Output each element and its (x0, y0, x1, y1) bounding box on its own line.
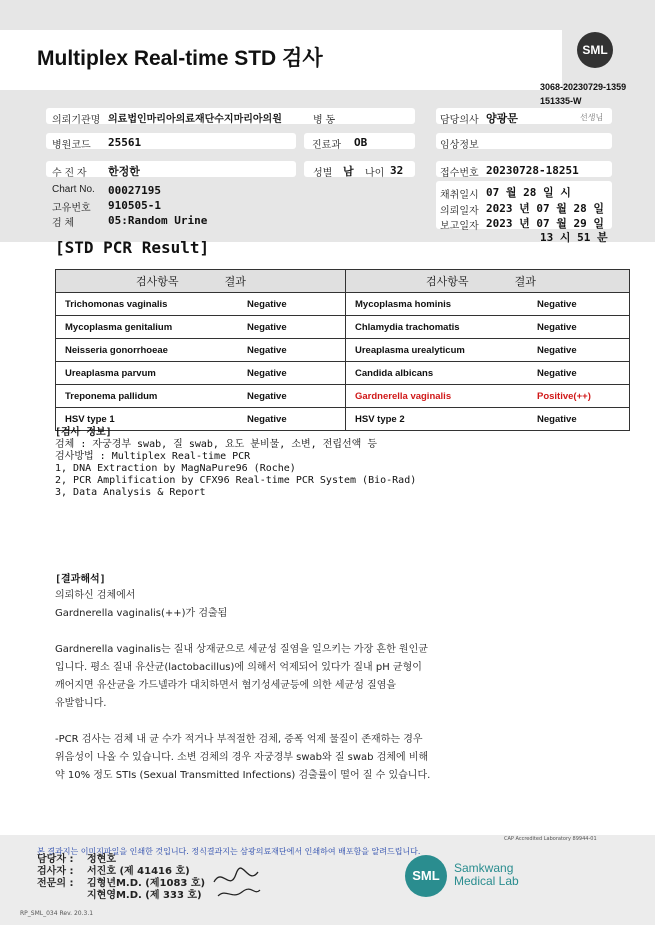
collect-label: 채취일시 (440, 190, 479, 201)
accreditation-text: CAP Accredited Laboratory 89944-01 (504, 836, 597, 842)
table-row (56, 362, 630, 385)
dept-label: 진료과 (312, 140, 341, 151)
test-item: Chlamydia trachomatis (346, 316, 537, 339)
request-value: 2023 년 07 월 28 일 (486, 202, 604, 215)
sex-label: 성별 (313, 168, 333, 179)
test-item: Mycoplasma hominis (346, 293, 537, 316)
specimen-label: 검 체 (52, 218, 75, 229)
col-item-right: 검사항목 (426, 276, 469, 288)
interpretation-line: -PCR 검사는 검체 내 균 수가 적거나 부적절한 검체, 증폭 억제 물질이 존재하는 경우 (55, 734, 423, 745)
lab-name (454, 862, 519, 888)
test-result: Negative (536, 362, 630, 385)
test-result: Negative (246, 339, 346, 362)
interpretation-body (55, 587, 615, 785)
id-value: 910505-1 (108, 199, 161, 212)
table-row (56, 339, 630, 362)
clinical-label: 임상정보 (440, 140, 479, 151)
interpretation-line: 유발합니다. (55, 698, 107, 709)
doctor-suffix: 선생님 (580, 113, 604, 122)
interpretation-line: 약 10% 정도 STIs (Sexual Transmitted Infections) 검출률이 떨어 질 수 있습니다. (55, 770, 431, 781)
age-value: 32 (390, 164, 404, 177)
interpretation-line: 위음성이 나올 수 있습니다. 소변 검체의 경우 자궁경부 swab와 질 swab 검체에 비해 (55, 752, 429, 763)
report-title: Multiplex Real-time STD 검사 (37, 47, 323, 70)
test-item: Neisseria gonorrhoeae (56, 339, 247, 362)
interpretation-heading: [결과해석] (55, 574, 106, 585)
report-time: 13 시 51 분 (540, 231, 608, 244)
receipt-value: 20230728-18251 (486, 164, 579, 177)
staff-signatures (37, 854, 205, 902)
hospital-code-value: 25561 (108, 136, 142, 149)
test-result: Negative (536, 339, 630, 362)
staff-row: 지현영M.D. (제 333 호) (87, 890, 202, 901)
test-info-heading: [검사 정보] (55, 427, 112, 438)
request-label: 의뢰일자 (440, 206, 479, 217)
staff-row: 검사자 : 서진호 (제 41416 호) (37, 866, 190, 877)
form-code: RP_SML_034 Rev. 20.3.1 (20, 910, 94, 917)
sample-number: 3068-20230729-1359 (540, 82, 627, 92)
ward-label: 병 동 (313, 115, 336, 126)
test-result: Negative (246, 362, 346, 385)
interpretation-line: 입니다. 평소 질내 유산균(lactobacillus)에 의해서 억제되어 있다가 질내 pH 균형이 (55, 662, 422, 673)
test-info-line: 검체 : 자궁경부 swab, 질 swab, 요도 분비물, 소변, 전립선액 등 (55, 439, 378, 450)
report-value: 2023 년 07 월 29 일 (486, 217, 604, 230)
test-result: Negative (536, 316, 630, 339)
test-item-positive: Gardnerella vaginalis (346, 385, 537, 408)
table-row (56, 293, 630, 316)
id-label: 고유번호 (52, 203, 91, 214)
doctor-value: 양광문 (486, 112, 518, 125)
institution-label: 의뢰기관명 (52, 115, 101, 126)
test-info-line: 3, Data Analysis & Report (55, 487, 206, 498)
lab-name-line: Medical Lab (454, 874, 519, 888)
test-item: Candida albicans (346, 362, 537, 385)
collect-value: 07 월 28 일 시 (486, 186, 571, 199)
lab-logo: SML (405, 855, 447, 897)
result-section-title: [STD PCR Result] (55, 238, 210, 257)
col-result-right: 결과 (514, 276, 536, 288)
staff-row: 담당자 : 정현호 (37, 854, 116, 865)
test-result: Negative (536, 408, 630, 431)
header-right (346, 270, 630, 293)
lab-name-line: Samkwang (454, 861, 514, 875)
test-item: Mycoplasma genitalium (56, 316, 247, 339)
patient-label: 수 진 자 (52, 168, 87, 179)
table-row (56, 385, 630, 408)
test-result-positive: Positive(++) (536, 385, 630, 408)
dept-value: OB (354, 136, 368, 149)
test-item: HSV type 1 (56, 408, 247, 431)
sex-value: 남 (343, 165, 354, 178)
test-result: Negative (246, 293, 346, 316)
test-item: HSV type 2 (346, 408, 537, 431)
receipt-label: 접수번호 (440, 168, 479, 179)
sample-number-2: 151335-W (540, 96, 582, 106)
interpretation-line: 의뢰하신 검체에서 (55, 590, 136, 601)
header-left (56, 270, 346, 293)
col-result-left: 결과 (224, 276, 246, 288)
staff-row: 전문의 : 김형년M.D. (제1083 호) (37, 878, 206, 889)
doctor-label: 담당의사 (440, 115, 479, 126)
interpretation-line: 깨어지면 유산균을 가드넬라가 대치하면서 혐기성세균등에 의한 세균성 질염을 (55, 680, 397, 691)
age-label: 나이 (365, 168, 385, 179)
hospital-code-label: 병원코드 (52, 140, 91, 151)
test-info-line: 2, PCR Amplification by CFX96 Real-time PCR System (Bio-Rad) (55, 475, 417, 486)
test-result: Negative (246, 385, 346, 408)
test-item: Ureaplasma parvum (56, 362, 247, 385)
specimen-value: 05:Random Urine (108, 214, 208, 227)
test-item: Treponema pallidum (56, 385, 247, 408)
result-table-header (56, 270, 630, 293)
report-label: 보고일자 (440, 221, 479, 232)
result-table (55, 269, 630, 431)
interpretation-line: Gardnerella vaginalis는 질내 상재균으로 세균성 질염을 일으키는 가장 흔한 원인균 (55, 644, 428, 655)
test-result: Negative (246, 408, 346, 431)
table-row (56, 316, 630, 339)
test-info-section (55, 427, 416, 499)
col-item-left: 검사항목 (136, 276, 179, 288)
sml-logo: SML (577, 32, 613, 68)
chart-label: Chart No. (52, 184, 95, 195)
interpretation-line: Gardnerella vaginalis(++)가 검출됨 (55, 608, 228, 619)
test-info-line: 검사방법 : Multiplex Real-time PCR (55, 451, 251, 462)
test-result: Negative (536, 293, 630, 316)
institution-value: 의료법인마리아의료재단수지마리아의원 (108, 114, 282, 125)
test-info-line: 1, DNA Extraction by MagNaPure96 (Roche) (55, 463, 296, 474)
signature-image (212, 862, 262, 902)
test-item: Ureaplasma urealyticum (346, 339, 537, 362)
print-notice: 본 결과지는 이미지파일을 인쇄한 것입니다. 정식결과지는 삼광의료재단에서 인쇄하여 배포함을 알려드립니다. (37, 847, 421, 856)
test-item: Trichomonas vaginalis (56, 293, 247, 316)
patient-value: 한정한 (108, 165, 140, 178)
chart-value: 00027195 (108, 184, 161, 197)
test-result: Negative (246, 316, 346, 339)
